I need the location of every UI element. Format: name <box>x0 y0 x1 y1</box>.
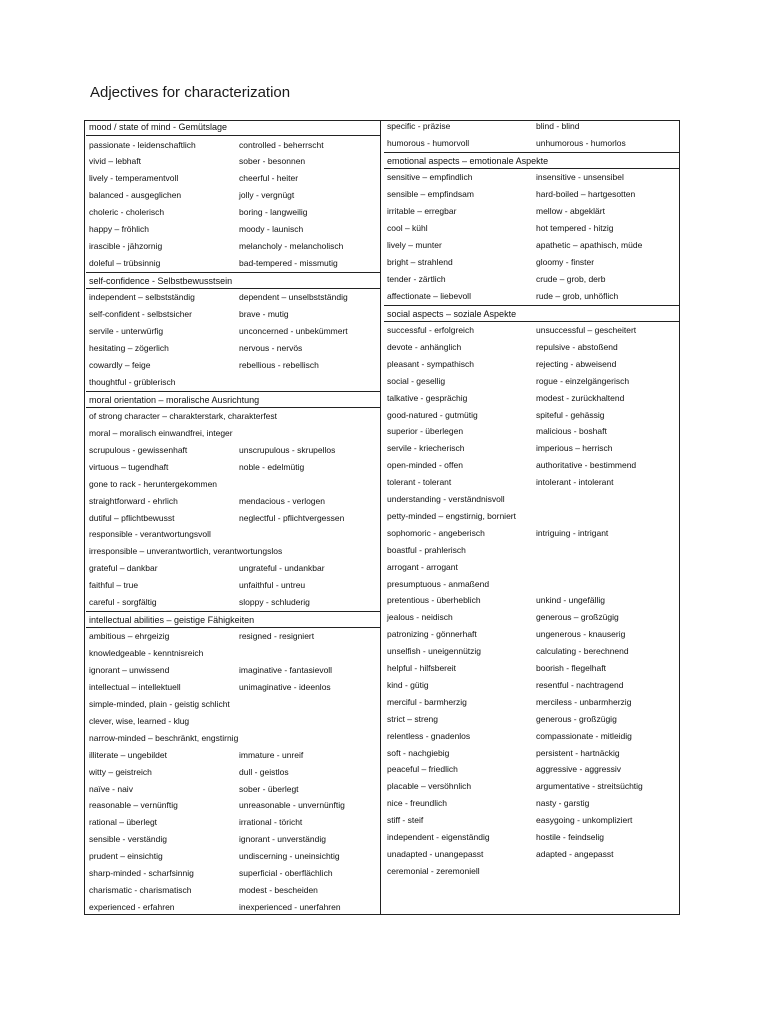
word-pair-left: illiterate – ungebildet <box>89 749 167 760</box>
word-row <box>86 241 380 252</box>
word-row <box>86 377 380 388</box>
word-pair-left: nice - freundlich <box>387 798 448 809</box>
word-row <box>384 764 679 775</box>
word-pair-right: bad-tempered - missmutig <box>239 257 338 268</box>
word-pair-right: boring - langweilig <box>239 207 308 218</box>
word-row <box>86 479 380 490</box>
word-row <box>86 885 380 896</box>
word-pair-right: rogue - einzelgängerisch <box>536 375 630 386</box>
word-pair-left: careful - sorgfältig <box>89 597 157 607</box>
word-pair-left: reasonable – vernünftig <box>89 800 178 811</box>
word-pair-left: sensitive – empfindlich <box>387 172 473 183</box>
word-pair-left: independent - eigenständig <box>387 832 490 842</box>
word-row <box>86 902 380 913</box>
word-row <box>86 665 380 676</box>
word-pair-right: unscrupulous - skrupellos <box>239 444 336 455</box>
word-pair-left: clever, wise, learned - klug <box>89 715 190 726</box>
word-row <box>86 733 380 744</box>
word-pair-left: placable – versöhnlich <box>387 781 472 792</box>
word-row <box>86 156 380 167</box>
section-header <box>86 119 380 136</box>
word-pair-right: hard-boiled – hartgesotten <box>536 189 636 200</box>
word-row <box>86 326 380 337</box>
word-pair-right: authoritative - bestimmend <box>536 460 637 471</box>
word-pair-left: cowardly – feige <box>89 359 151 370</box>
word-pair-left: servile - kriecherisch <box>387 443 465 454</box>
word-pair-right: unkind - ungefällig <box>536 595 605 606</box>
word-pair-left: strict – streng <box>387 713 439 724</box>
section-header-label: mood / state of mind - Gemütslage <box>89 122 228 132</box>
word-row <box>384 121 679 132</box>
word-pair-left: vivid – lebhaft <box>89 156 141 167</box>
word-pair-right: undiscerning - uneinsichtig <box>239 851 340 862</box>
word-pair-left: merciful - barmherzig <box>387 696 467 707</box>
word-pair-right: gloomy - finster <box>536 256 595 267</box>
word-row <box>86 173 380 184</box>
word-pair-left: knowledgeable - kenntnisreich <box>89 648 204 659</box>
word-pair-right: resigned - resigniert <box>239 631 315 642</box>
word-pair-right: immature - unreif <box>239 749 304 760</box>
word-pair-left: successful - erfolgreich <box>387 325 474 335</box>
word-pair-right: repulsive - abstoßend <box>536 341 618 352</box>
word-row <box>384 866 679 877</box>
word-pair-right: compassionate - mitleidig <box>536 730 632 741</box>
word-pair-left: sensible - verständig <box>89 834 167 845</box>
word-pair-left: happy – fröhlich <box>89 224 150 234</box>
word-pair-right: unfaithful - untreu <box>239 580 306 591</box>
word-row <box>384 342 679 353</box>
word-pair-left: cool – kühl <box>387 223 428 233</box>
word-pair-left: superior - überlegen <box>387 426 464 437</box>
word-row <box>86 496 380 507</box>
section-header <box>384 152 679 169</box>
word-pair-left: of strong character – charakterstark, charakterfest <box>89 411 278 422</box>
word-pair-left: grateful – dankbar <box>89 563 158 574</box>
section-header-label: social aspects – soziale Aspekte <box>387 308 517 319</box>
word-pair-left: helpful - hilfsbereit <box>387 663 456 673</box>
word-row <box>384 172 679 183</box>
word-pair-right: generous - großzügig <box>536 713 617 724</box>
word-row <box>86 513 380 524</box>
word-row <box>384 494 679 505</box>
word-pair-right: controlled - beherrscht <box>239 139 324 150</box>
word-pair-right: sober - besonnen <box>239 156 306 167</box>
word-row <box>86 546 380 557</box>
word-row <box>86 868 380 879</box>
word-pair-left: charismatic - charismatisch <box>89 884 192 895</box>
word-pair-right: blind - blind <box>536 121 580 131</box>
word-row <box>86 224 380 235</box>
word-pair-left: intellectual – intellektuell <box>89 682 181 693</box>
word-pair-left: irritable – erregbar <box>387 206 457 217</box>
word-pair-right: aggressive - aggressiv <box>536 764 622 775</box>
word-pair-right: boorish - flegelhaft <box>536 663 606 673</box>
word-pair-right: mellow - abgeklärt <box>536 206 605 217</box>
word-pair-right: ignorant - unverständig <box>239 834 326 845</box>
word-row <box>384 189 679 200</box>
word-pair-right: adapted - angepasst <box>536 848 614 859</box>
word-pair-left: petty-minded – engstirnig, borniert <box>387 510 516 521</box>
word-row <box>86 851 380 862</box>
word-pair-left: lively – munter <box>387 239 442 250</box>
word-row <box>86 207 380 218</box>
word-row <box>384 410 679 421</box>
word-pair-left: good-natured - gutmütig <box>387 409 478 420</box>
word-pair-left: passionate - leidenschaftlich <box>89 139 196 150</box>
word-pair-left: peaceful – friedlich <box>387 764 458 775</box>
word-pair-left: affectionate – liebevoll <box>387 290 471 301</box>
word-row <box>384 376 679 387</box>
word-pair-right: rebellious - rebellisch <box>239 359 319 370</box>
word-pair-left: soft - nachgiebig <box>387 747 450 758</box>
word-pair-left: responsible - verantwortungsvoll <box>89 529 211 540</box>
word-pair-left: irresponsible – unverantwortlich, verantwortungslos <box>89 546 283 557</box>
word-pair-right: apathetic – apathisch, müde <box>536 239 643 250</box>
word-row <box>384 646 679 657</box>
word-row <box>384 460 679 471</box>
word-pair-left: gone to rack - heruntergekommen <box>89 478 218 489</box>
word-row <box>86 360 380 371</box>
word-row <box>384 274 679 285</box>
word-pair-left: doleful – trübsinnig <box>89 257 161 268</box>
word-row <box>384 579 679 590</box>
word-row <box>384 680 679 691</box>
word-pair-right: neglectful - pflichtvergessen <box>239 512 345 523</box>
word-row <box>86 343 380 354</box>
word-pair-right: imperious – herrisch <box>536 443 613 454</box>
word-pair-right: sober - überlegt <box>239 783 299 794</box>
word-row <box>384 240 679 251</box>
word-pair-right: dependent – unselbstständig <box>239 292 348 303</box>
word-pair-left: sharp-minded - scharfsinnig <box>89 868 194 878</box>
word-pair-right: cheerful - heiter <box>239 173 299 184</box>
word-row <box>384 697 679 708</box>
word-pair-right: calculating - berechnend <box>536 646 629 657</box>
word-pair-right: argumentative - streitsüchtig <box>536 781 643 792</box>
word-row <box>86 648 380 659</box>
word-pair-left: unadapted - unangepasst <box>387 848 484 859</box>
word-pair-left: humorous - humorvoll <box>387 137 470 148</box>
word-row <box>86 834 380 845</box>
column-divider <box>380 120 381 915</box>
word-row <box>86 750 380 761</box>
word-pair-right: ungenerous - knauserig <box>536 629 626 640</box>
word-pair-left: presumptuous - anmaßend <box>387 578 490 589</box>
word-row <box>86 784 380 795</box>
word-pair-left: narrow-minded – beschränkt, engstirnig <box>89 732 239 743</box>
word-pair-right: unimaginative - ideenlos <box>239 682 331 693</box>
word-pair-left: experienced - erfahren <box>89 901 175 912</box>
section-header-label: emotional aspects – emotionale Aspekte <box>387 155 549 166</box>
word-row <box>384 629 679 640</box>
word-pair-left: open-minded - offen <box>387 460 463 471</box>
word-pair-left: prudent – einsichtig <box>89 851 163 862</box>
word-row <box>384 545 679 556</box>
word-row <box>384 426 679 437</box>
word-pair-right: nasty - garstig <box>536 798 590 809</box>
word-pair-left: rational – überlegt <box>89 817 158 828</box>
word-row <box>384 477 679 488</box>
word-row <box>86 529 380 540</box>
word-pair-left: ceremonial - zeremoniell <box>387 865 480 876</box>
word-pair-right: persistent - hartnäckig <box>536 747 620 758</box>
word-pair-left: devote - anhänglich <box>387 341 462 352</box>
word-pair-left: choleric - cholerisch <box>89 207 165 218</box>
word-pair-right: spiteful - gehässig <box>536 409 605 420</box>
word-pair-right: unconcerned - unbekümmert <box>239 326 348 336</box>
word-row <box>86 140 380 151</box>
word-row <box>86 682 380 693</box>
word-row <box>384 206 679 217</box>
word-pair-left: talkative - gesprächig <box>387 392 468 403</box>
word-row <box>86 800 380 811</box>
word-pair-left: lively - temperamentvoll <box>89 173 179 184</box>
word-pair-left: ambitious – ehrgeizig <box>89 631 170 642</box>
word-pair-right: jolly - vergnügt <box>239 190 295 201</box>
word-pair-left: scrupulous - gewissenhaft <box>89 444 188 455</box>
word-pair-left: stiff - steif <box>387 815 424 826</box>
section-header-label: intellectual abilities – geistige Fähigkeiten <box>89 614 255 625</box>
word-pair-left: hesitating – zögerlich <box>89 342 169 353</box>
word-pair-left: jealous - neidisch <box>387 612 453 623</box>
word-pair-right: unreasonable - unvernünftig <box>239 800 345 811</box>
word-pair-left: sensible – empfindsam <box>387 189 474 200</box>
word-pair-right: inexperienced - unerfahren <box>239 901 341 912</box>
word-pair-right: hostile - feindselig <box>536 832 605 842</box>
section-header <box>384 305 679 322</box>
word-pair-left: patronizing - gönnerhaft <box>387 629 477 640</box>
word-pair-left: tender - zärtlich <box>387 273 446 284</box>
word-row <box>86 817 380 828</box>
word-row <box>384 663 679 674</box>
word-row <box>86 428 380 439</box>
word-pair-right: superficial - oberflächlich <box>239 868 333 878</box>
word-pair-left: virtuous – tugendhaft <box>89 461 169 472</box>
word-pair-right: modest - zurückhaltend <box>536 392 625 403</box>
word-pair-right: modest - bescheiden <box>239 884 318 895</box>
word-pair-right: malicious - boshaft <box>536 426 607 437</box>
word-pair-left: bright – strahlend <box>387 256 453 267</box>
word-pair-right: crude – grob, derb <box>536 273 606 284</box>
word-pair-right: ungrateful - undankbar <box>239 563 325 574</box>
word-pair-right: mendacious - verlogen <box>239 495 325 506</box>
word-row <box>384 511 679 522</box>
word-row <box>86 767 380 778</box>
word-row <box>86 699 380 710</box>
word-pair-left: straightforward - ehrlich <box>89 495 178 506</box>
word-row <box>384 612 679 623</box>
word-pair-left: self-confident - selbstsicher <box>89 309 192 320</box>
word-pair-left: simple-minded, plain - geistig schlicht <box>89 699 230 709</box>
word-row <box>86 580 380 591</box>
word-pair-left: sophomoric - angeberisch <box>387 527 485 538</box>
word-pair-left: witty – geistreich <box>89 766 152 777</box>
word-pair-right: intriguing - intrigant <box>536 527 609 538</box>
word-pair-right: unhumorous - humorlos <box>536 137 626 148</box>
word-pair-right: merciless - unbarmherzig <box>536 696 632 707</box>
word-pair-left: kind - gütig <box>387 679 429 690</box>
word-pair-left: faithful – true <box>89 580 139 591</box>
word-pair-right: generous – großzügig <box>536 612 619 623</box>
section-header-label: moral orientation – moralische Ausrichtung <box>89 394 260 405</box>
word-pair-right: intolerant - intolerant <box>536 477 614 488</box>
word-pair-left: naïve - naiv <box>89 783 133 794</box>
word-row <box>384 781 679 792</box>
word-pair-left: dutiful – pflichtbewusst <box>89 512 175 523</box>
word-pair-right: brave - mutig <box>239 309 289 320</box>
word-pair-right: easygoing - unkompliziert <box>536 815 633 826</box>
word-row <box>86 411 380 422</box>
word-row <box>384 798 679 809</box>
word-pair-left: independent – selbstständig <box>89 292 195 303</box>
word-pair-right: melancholy - melancholisch <box>239 240 344 251</box>
word-pair-right: rude – grob, unhöflich <box>536 290 619 301</box>
word-pair-right: insensitive - unsensibel <box>536 172 624 183</box>
word-pair-left: boastful - prahlerisch <box>387 544 466 555</box>
word-pair-right: moody - launisch <box>239 224 304 234</box>
word-row <box>384 325 679 336</box>
word-pair-left: pleasant - sympathisch <box>387 358 474 369</box>
word-row <box>384 595 679 606</box>
word-pair-left: specific - präzise <box>387 121 451 131</box>
word-row <box>86 292 380 303</box>
word-row <box>384 223 679 234</box>
word-pair-right: nervous - nervös <box>239 342 303 353</box>
word-pair-right: imaginative - fantasievoll <box>239 665 333 676</box>
word-pair-left: ignorant – unwissend <box>89 665 170 676</box>
word-row <box>384 291 679 302</box>
section-header <box>86 272 380 289</box>
word-row <box>384 849 679 860</box>
word-row <box>86 445 380 456</box>
word-pair-right: sloppy - schluderig <box>239 597 310 607</box>
word-row <box>86 462 380 473</box>
word-row <box>86 563 380 574</box>
word-pair-left: relentless - gnadenlos <box>387 730 471 741</box>
word-pair-right: rejecting - abweisend <box>536 358 617 369</box>
word-row <box>86 309 380 320</box>
word-pair-left: arrogant - arrogant <box>387 561 458 572</box>
word-row <box>384 359 679 370</box>
word-pair-left: moral – moralisch einwandfrei, integer <box>89 428 233 438</box>
word-pair-left: servile - unterwürfig <box>89 326 164 336</box>
word-pair-right: resentful - nachtragend <box>536 679 624 690</box>
word-pair-left: tolerant - tolerant <box>387 477 452 488</box>
word-row <box>384 257 679 268</box>
page-title: Adjectives for characterization <box>90 84 291 101</box>
word-row <box>384 748 679 759</box>
word-pair-left: irascible - jähzornig <box>89 240 163 251</box>
word-row <box>384 138 679 149</box>
word-pair-right: dull - geistlos <box>239 766 289 777</box>
word-row <box>384 562 679 573</box>
word-row <box>384 528 679 539</box>
word-row <box>86 190 380 201</box>
word-pair-left: understanding - verständnisvoll <box>387 494 505 504</box>
word-pair-left: social - gesellig <box>387 375 446 386</box>
word-pair-right: irrational - töricht <box>239 817 303 828</box>
word-row <box>384 443 679 454</box>
word-row <box>384 731 679 742</box>
word-row <box>384 832 679 843</box>
word-row <box>384 393 679 404</box>
word-pair-right: unsuccessful – gescheitert <box>536 325 637 335</box>
word-row <box>384 815 679 826</box>
word-row <box>86 631 380 642</box>
section-header <box>86 611 380 628</box>
word-pair-right: noble - edelmütig <box>239 461 305 472</box>
section-header-label: self-confidence - Selbstbewusstsein <box>89 275 233 286</box>
section-header <box>86 391 380 408</box>
word-row <box>86 597 380 608</box>
word-pair-left: pretentious - überheblich <box>387 595 481 606</box>
word-row <box>86 716 380 727</box>
word-pair-right: hot tempered - hitzig <box>536 223 614 233</box>
word-pair-left: unselfish - uneigennützig <box>387 646 482 657</box>
word-row <box>384 714 679 725</box>
word-pair-left: thoughtful - grüblerisch <box>89 376 176 387</box>
word-row <box>86 258 380 269</box>
word-pair-left: balanced - ausgeglichen <box>89 190 182 201</box>
